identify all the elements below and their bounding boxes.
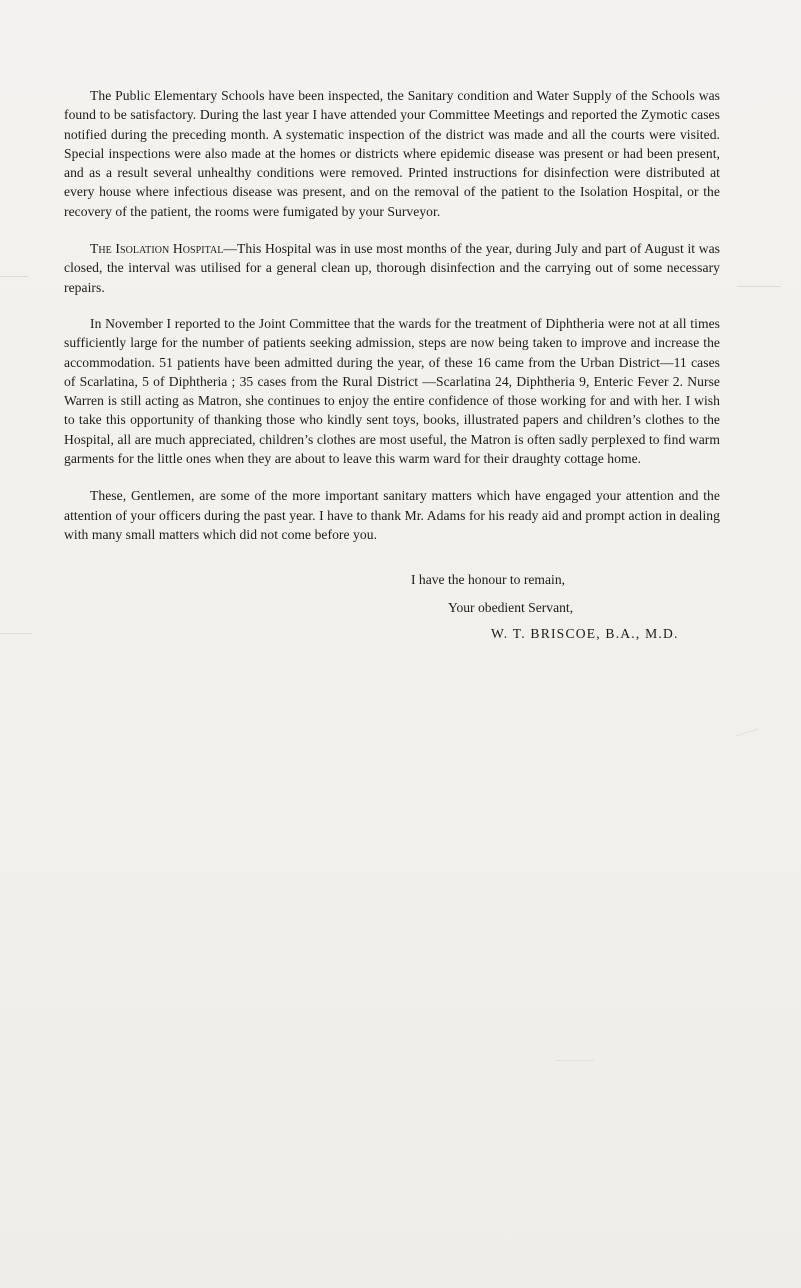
isolation-hospital-heading: The Isolation Hospital xyxy=(90,241,224,257)
paper-mark xyxy=(556,1060,594,1061)
paragraph-diphtheria-wards: In November I reported to the Joint Committee that the wards for the treatment of Diphtheria were not at all times sufficiently large for the number of patients seeking admission, steps are now being taken to improve and increase the accommodation. 51 patients have been admitted during the year, of these 16 came from the Urban District—11 cases of Scarlatina, 5 of Diphtheria ; 35 cases from the Rural District —Scarlatina 24, Diphtheria 9, Enteric Fever 2. Nurse Warren is still acting as Matron, she continues to enjoy the entire confidence of those working for and with her. I wish to take this opportunity of thanking those who kindly sent toys, books, illustrated papers and children’s clothes to the Hospital, all are much appreciated, children’s clothes are most useful, the Matron is often sadly perplexed to find warm garments for the little ones when they are about to leave this warm ward for their draughty cottage home. xyxy=(64,315,720,467)
paragraph-schools-inspection: The Public Elementary Schools have been inspected, the Sanitary condition and Water Supply of the Schools was found to be satisfactory. During the last year I have attended your Committee Meetings and reported the Zymotic cases notified during the preceding month. A systematic inspection of the district was made and all the courts were visited. Special inspections were also made at the homes or districts where epidemic disease was present or had been present, and as a result several unhealthy conditions were removed. Printed instructions for disinfection were distributed at every house where infectious disease was present, and on the removal of the patient to the Isolation Hospital, or the recovery of the patient, the rooms were fumigated by your Surveyor. xyxy=(64,88,720,219)
isolation-hospital-text: —This Hospital was in use most months of the year, during July and part of August it was closed, the interval was utilised for a general clean up, thorough disinfection and the carrying out of some necessary repairs. xyxy=(64,241,720,295)
report-body xyxy=(64,86,720,566)
paper-mark xyxy=(0,276,28,277)
signature-line: W. T. BRISCOE, B.A., M.D. xyxy=(491,626,679,641)
paragraph-closing-remarks: These, Gentlemen, are some of the more important sanitary matters which have engaged your attention and the attention of your officers during the past year. I have to thank Mr. Adams for his ready aid and prompt action in dealing with many small matters which did not come before you. xyxy=(64,488,720,542)
paper-mark xyxy=(0,633,32,634)
paper-mark xyxy=(737,286,781,287)
paper-mark xyxy=(735,728,758,736)
paragraph-isolation-hospital xyxy=(64,239,720,297)
servant-line: Your obedient Servant, xyxy=(448,600,574,615)
closing-line: I have the honour to remain, xyxy=(411,572,566,587)
